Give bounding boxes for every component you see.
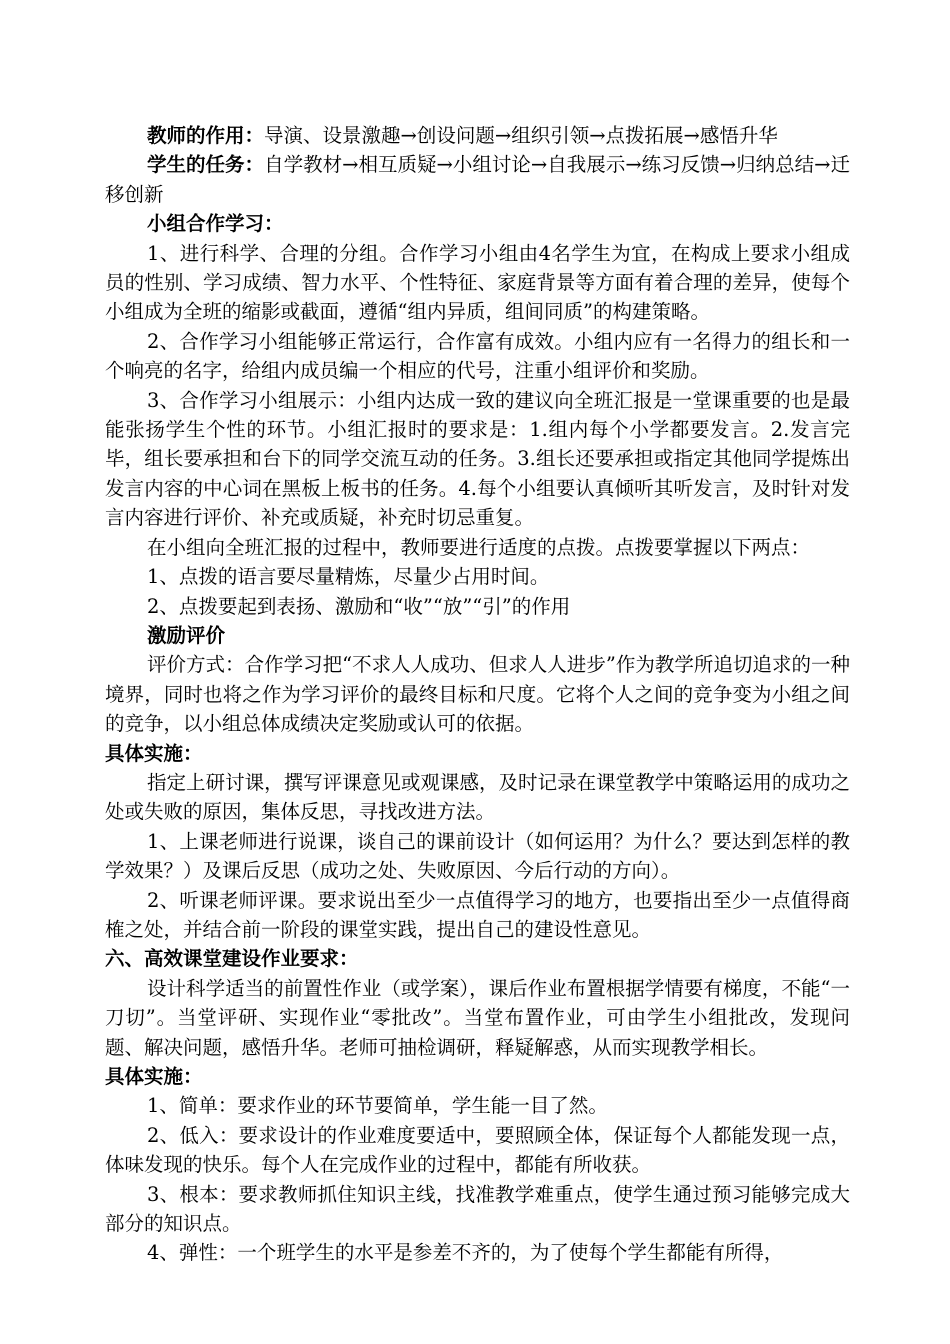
homework-heading: 六、高效课堂建设作业要求： — [105, 947, 359, 971]
teacher-role-label: 教师的作用： — [147, 124, 265, 147]
implementation-item: 2、听课老师评课。要求说出至少一点值得学习的地方，也要指出至少一点值得商榷之处，并结合前一阶段的课堂实践，提出自己的建设性意见。 — [105, 888, 850, 941]
incentive-heading: 激励评价 — [147, 623, 226, 647]
student-task-text: 自学教材→相互质疑→小组讨论→自我展示→练习反馈→归纳总结→迁移创新 — [105, 153, 850, 206]
incentive-text: 评价方式：合作学习把“不求人人成功、但求人人进步”作为教学所追切追求的一种境界，同时也将之作为学习评价的最终目标和尺度。它将个人之间的竞争变为小组之间的竞争，以小组总体成绩决定奖励或认可的依据。 — [105, 653, 850, 736]
implementation-item: 2、低入：要求设计的作业难度要适中，要照顾全体，保证每个人都能发现一点，体味发现的快乐。每个人在完成作业的过程中，都能有所收获。 — [105, 1123, 850, 1177]
implementation-item: 1、简单：要求作业的环节要简单，学生能一目了然。 — [147, 1094, 608, 1118]
document-page — [105, 121, 850, 1268]
group-learning-item: 1、进行科学、合理的分组。合作学习小组由4名学生为宜，在构成上要求小组成员的性别、学习成绩、智力水平、个性特征、家庭背景等方面有着合理的差异，使每个小组成为全班的缩影或截面，遵循“组内异质，组间同质”的构建策略。 — [105, 241, 850, 324]
student-task-paragraph — [105, 150, 850, 209]
implementation-item: 指定上研讨课，撰写评课意见或观课感，及时记录在课堂教学中策略运用的成功之处或失败的原因，集体反思，寻找改进方法。 — [105, 770, 850, 824]
implementation-item: 1、上课老师进行说课，谈自己的课前设计（如何运用？为什么？要达到怎样的教学效果？）及课后反思（成功之处、失败原因、今后行动的方向）。 — [105, 829, 850, 883]
group-learning-item: 2、点拨要起到表扬、激励和“收”“放”“引”的作用 — [147, 594, 571, 618]
homework-text: 设计科学适当的前置性作业（或学案），课后作业布置根据学情要有梯度，不能“一刀切”。当堂评研、实现作业“零批改”。当堂布置作业，可由学生小组批改，发现问题、解决问题，感悟升华。老师可抽检调研，释疑解惑，从而实现教学相长。 — [105, 976, 850, 1059]
implementation-item: 4、弹性：一个班学生的水平是参差不齐的，为了使每个学生都能有所得， — [147, 1241, 784, 1265]
implementation-item: 3、根本：要求教师抓住知识主线，找准教学难重点，使学生通过预习能够完成大部分的知识点。 — [105, 1182, 850, 1236]
teacher-role-paragraph — [105, 121, 850, 150]
teacher-role-text: 导演、设景激趣→创设问题→组织引领→点拨拓展→感悟升华 — [264, 124, 778, 147]
group-learning-item: 3、合作学习小组展示：小组内达成一致的建议向全班汇报是一堂课重要的也是最能张扬学生个性的环节。小组汇报时的要求是：1.组内每个小学都要发言。2.发言完毕，组长要承担和台下的同学交流互动的任务。3.组长还要承担或指定其他同学提炼出发言内容的中心词在黑板上板书的任务。4.每个小组要认真倾听其听发言，及时针对发言内容进行评价、补充或质疑，补充时切忌重复。 — [105, 388, 850, 530]
implementation-heading: 具体实施： — [105, 1065, 203, 1088]
group-learning-item: 在小组向全班汇报的过程中，教师要进行适度的点拨。点拨要掌握以下两点： — [147, 535, 811, 559]
group-learning-item: 1、点拨的语言要尽量精炼，尽量少占用时间。 — [147, 565, 550, 589]
implementation-heading: 具体实施： — [105, 741, 203, 765]
group-learning-heading: 小组合作学习： — [147, 212, 284, 236]
student-task-label: 学生的任务： — [147, 153, 265, 177]
group-learning-item: 2、合作学习小组能够正常运行，合作富有成效。小组内应有一名得力的组长和一个响亮的名字，给组内成员编一个相应的代号，注重小组评价和奖励。 — [105, 329, 850, 383]
